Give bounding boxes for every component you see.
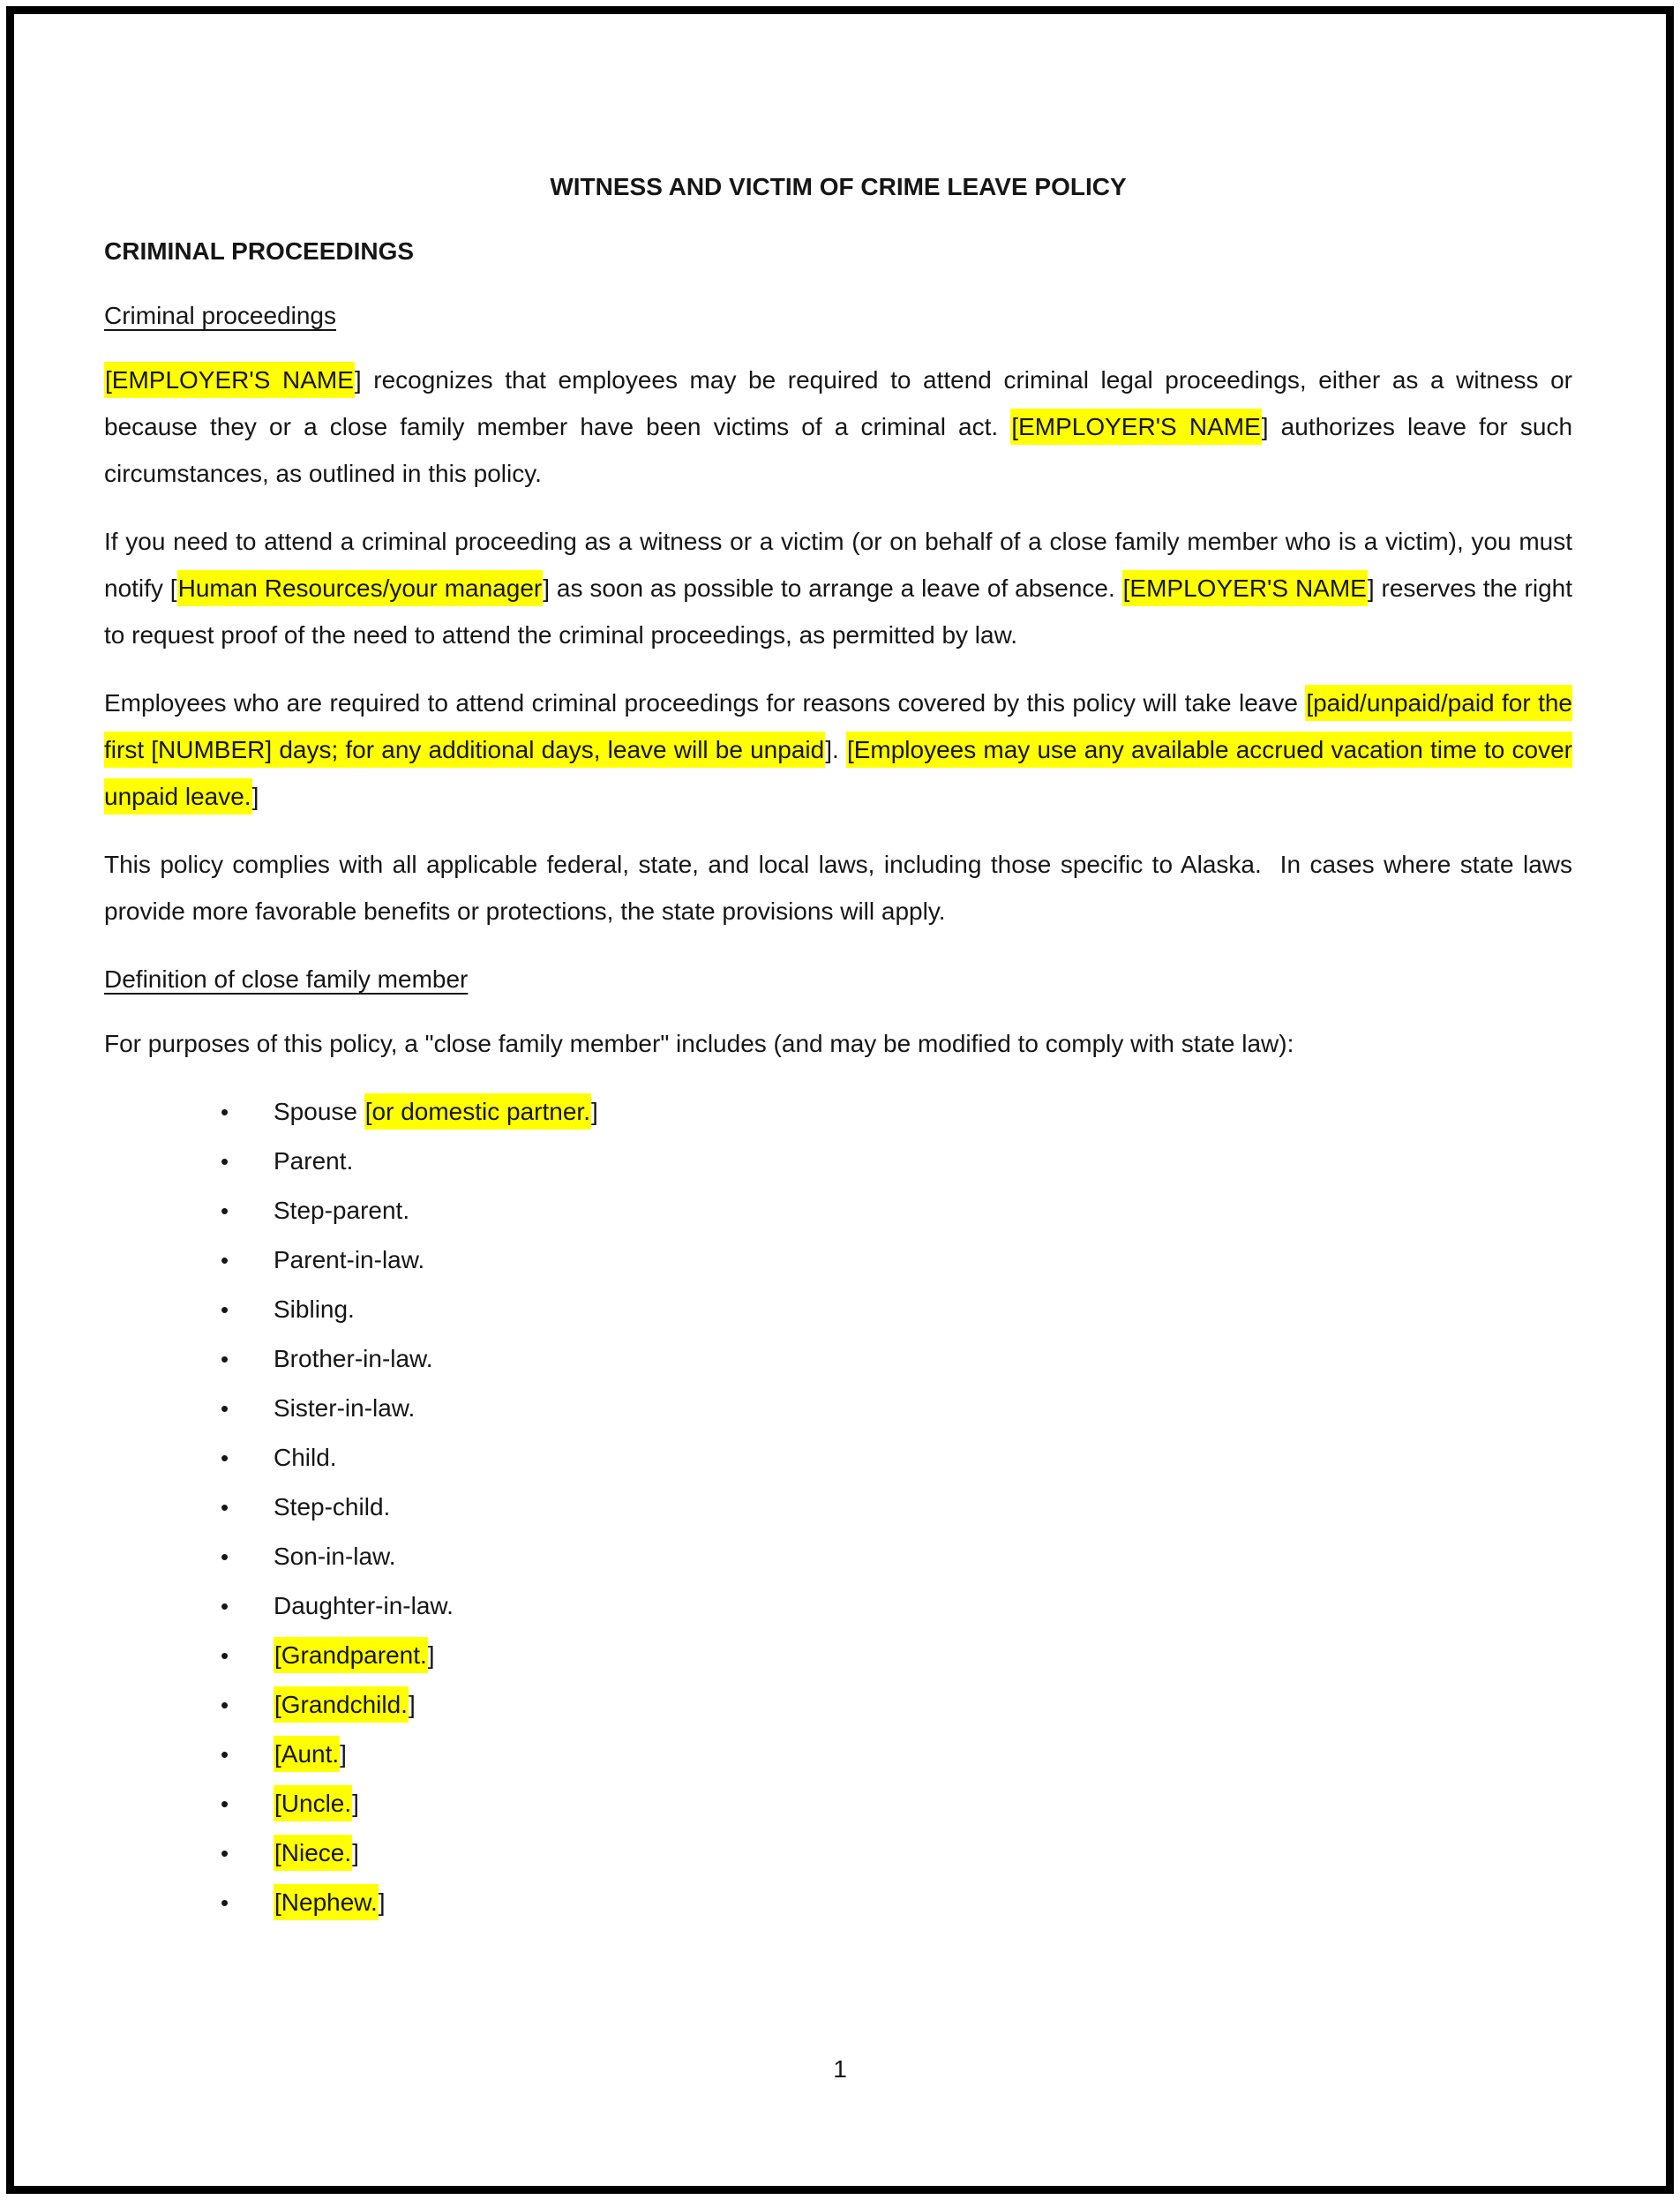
plain-text: ] <box>408 1691 416 1718</box>
list-item <box>104 1385 1572 1432</box>
list-item-text <box>274 1582 454 1629</box>
plain-text: ] <box>340 1740 347 1768</box>
list-item <box>104 1731 1572 1778</box>
family-member-list <box>104 1088 1572 1926</box>
list-item-text <box>274 1335 433 1382</box>
subsection-heading-definition: Definition of close family member <box>104 965 469 993</box>
list-item <box>104 1434 1572 1482</box>
list-item <box>104 1879 1572 1926</box>
bullet-icon: • <box>221 1247 229 1273</box>
paragraph-notification-requirement <box>104 518 1572 658</box>
plain-text: ] <box>427 1641 435 1669</box>
highlighted-text: [or domestic partner. <box>364 1093 591 1130</box>
list-item <box>104 1533 1572 1581</box>
list-item <box>104 1335 1572 1383</box>
highlighted-text: [EMPLOYER'S NAME <box>1122 570 1368 606</box>
bullet-icon: • <box>221 1346 229 1372</box>
plain-text: Spouse <box>274 1098 364 1125</box>
highlighted-text: [Aunt. <box>274 1736 340 1772</box>
list-item-text <box>274 1533 396 1580</box>
bullet-icon: • <box>221 1148 229 1175</box>
bullet-icon: • <box>221 1593 229 1619</box>
highlighted-text: [Nephew. <box>274 1884 379 1920</box>
list-item-text <box>274 1632 435 1678</box>
bullet-icon: • <box>221 1198 229 1224</box>
list-item <box>104 1632 1572 1679</box>
bullet-icon: • <box>221 1692 229 1718</box>
list-item-text <box>274 1138 353 1184</box>
list-item <box>104 1483 1572 1531</box>
bullet-icon: • <box>221 1494 229 1520</box>
plain-text: Sister-in-law. <box>274 1394 416 1422</box>
plain-text: ] <box>352 1839 359 1866</box>
subsection-heading-criminal-proceedings: Criminal proceedings <box>104 302 337 329</box>
bullet-icon: • <box>221 1840 229 1866</box>
list-item <box>104 1088 1572 1136</box>
bullet-icon: • <box>221 1889 229 1916</box>
list-item-text <box>274 1434 337 1481</box>
plain-text: Son-in-law. <box>274 1543 396 1570</box>
section-heading-criminal-proceedings: CRIMINAL PROCEEDINGS <box>104 237 415 265</box>
paragraph-law-compliance <box>104 841 1572 935</box>
highlighted-text: [EMPLOYER'S NAME <box>104 362 355 398</box>
bullet-icon: • <box>221 1642 229 1669</box>
list-item-text <box>274 1780 359 1827</box>
paragraph-leave-pay-terms <box>104 680 1572 820</box>
list-item <box>104 1681 1572 1729</box>
list-item <box>104 1187 1572 1235</box>
highlighted-text: [Grandchild. <box>274 1686 409 1723</box>
plain-text: ] reserves the right to request proof of the need to attend the criminal proceedings, as permitted by law. <box>104 574 1573 649</box>
list-item-text <box>274 1829 359 1876</box>
list-item-text <box>274 1187 409 1234</box>
plain-text: If you need to attend a criminal proceeding as a witness or a victim (or on behalf of a close family member who is a victim), you must notify [ <box>104 528 1572 602</box>
list-item <box>104 1780 1572 1828</box>
bullet-icon: • <box>221 1296 229 1323</box>
paragraph-definition-intro <box>104 1020 1572 1067</box>
highlighted-text: [EMPLOYER'S NAME <box>1010 409 1261 445</box>
plain-text: Daughter-in-law. <box>274 1592 454 1619</box>
plain-text: ] <box>251 783 259 810</box>
plain-text: ] <box>352 1790 359 1817</box>
plain-text: Sibling. <box>274 1295 355 1323</box>
plain-text: Step-parent. <box>274 1197 410 1224</box>
bullet-icon: • <box>221 1445 229 1471</box>
highlighted-text: [Grandparent. <box>274 1637 428 1673</box>
plain-text: ] as soon as possible to arrange a leave of absence. <box>543 574 1122 602</box>
list-item-text <box>274 1286 355 1333</box>
plain-text: Brother-in-law. <box>274 1345 433 1372</box>
bullet-icon: • <box>221 1543 229 1570</box>
list-item-text <box>274 1236 424 1283</box>
list-item <box>104 1582 1572 1630</box>
plain-text: ] recognizes that employees may be required to attend criminal legal proceedings, either as a witness or because they or a close family member have been victims of a criminal act. <box>104 366 1573 440</box>
highlighted-text: [Niece. <box>274 1835 352 1871</box>
list-item-text <box>274 1385 415 1431</box>
plain-text: Parent. <box>274 1147 354 1175</box>
document-title: WITNESS AND VICTIM OF CRIME LEAVE POLICY <box>550 173 1127 200</box>
plain-text: This policy complies with all applicable federal, state, and local laws, including those specific to Alaska. In cases where state laws provide more favorable benefits or protections, the state provisions will apply. <box>104 851 1572 925</box>
plain-text: Child. <box>274 1444 337 1471</box>
bullet-icon: • <box>221 1791 229 1817</box>
list-item-text <box>274 1681 416 1728</box>
highlighted-text: [paid/unpaid/paid for the first [NUMBER] days; for any additional days, leave will be unpaid <box>104 685 1572 768</box>
bullet-icon: • <box>221 1099 229 1125</box>
highlighted-text: [Employees may use any available accrued vacation time to cover unpaid leave. <box>104 732 1572 815</box>
plain-text: ] authorizes leave for such circumstances, as outlined in this policy. <box>104 413 1573 487</box>
list-item-text <box>274 1088 598 1135</box>
plain-text: ]. <box>825 736 846 763</box>
highlighted-text: Human Resources/your manager <box>177 570 544 606</box>
list-item-text <box>274 1731 347 1777</box>
plain-text: ] <box>378 1888 386 1916</box>
highlighted-text: [Uncle. <box>274 1785 352 1821</box>
page-number: 1 <box>833 2055 847 2083</box>
list-item <box>104 1236 1572 1284</box>
list-item <box>104 1286 1572 1333</box>
bullet-icon: • <box>221 1741 229 1768</box>
plain-text: Employees who are required to attend criminal proceedings for reasons covered by this policy will take leave <box>104 689 1306 717</box>
list-item <box>104 1829 1572 1877</box>
list-item <box>104 1138 1572 1185</box>
plain-text: ] <box>590 1098 598 1125</box>
list-item-text <box>274 1483 390 1530</box>
plain-text: For purposes of this policy, a "close family member" includes (and may be modified to comply with state law): <box>104 1030 1294 1057</box>
bullet-icon: • <box>221 1395 229 1422</box>
paragraph-employer-recognition <box>104 357 1572 497</box>
plain-text: Parent-in-law. <box>274 1246 425 1273</box>
plain-text: Step-child. <box>274 1493 391 1520</box>
list-item-text <box>274 1879 386 1926</box>
